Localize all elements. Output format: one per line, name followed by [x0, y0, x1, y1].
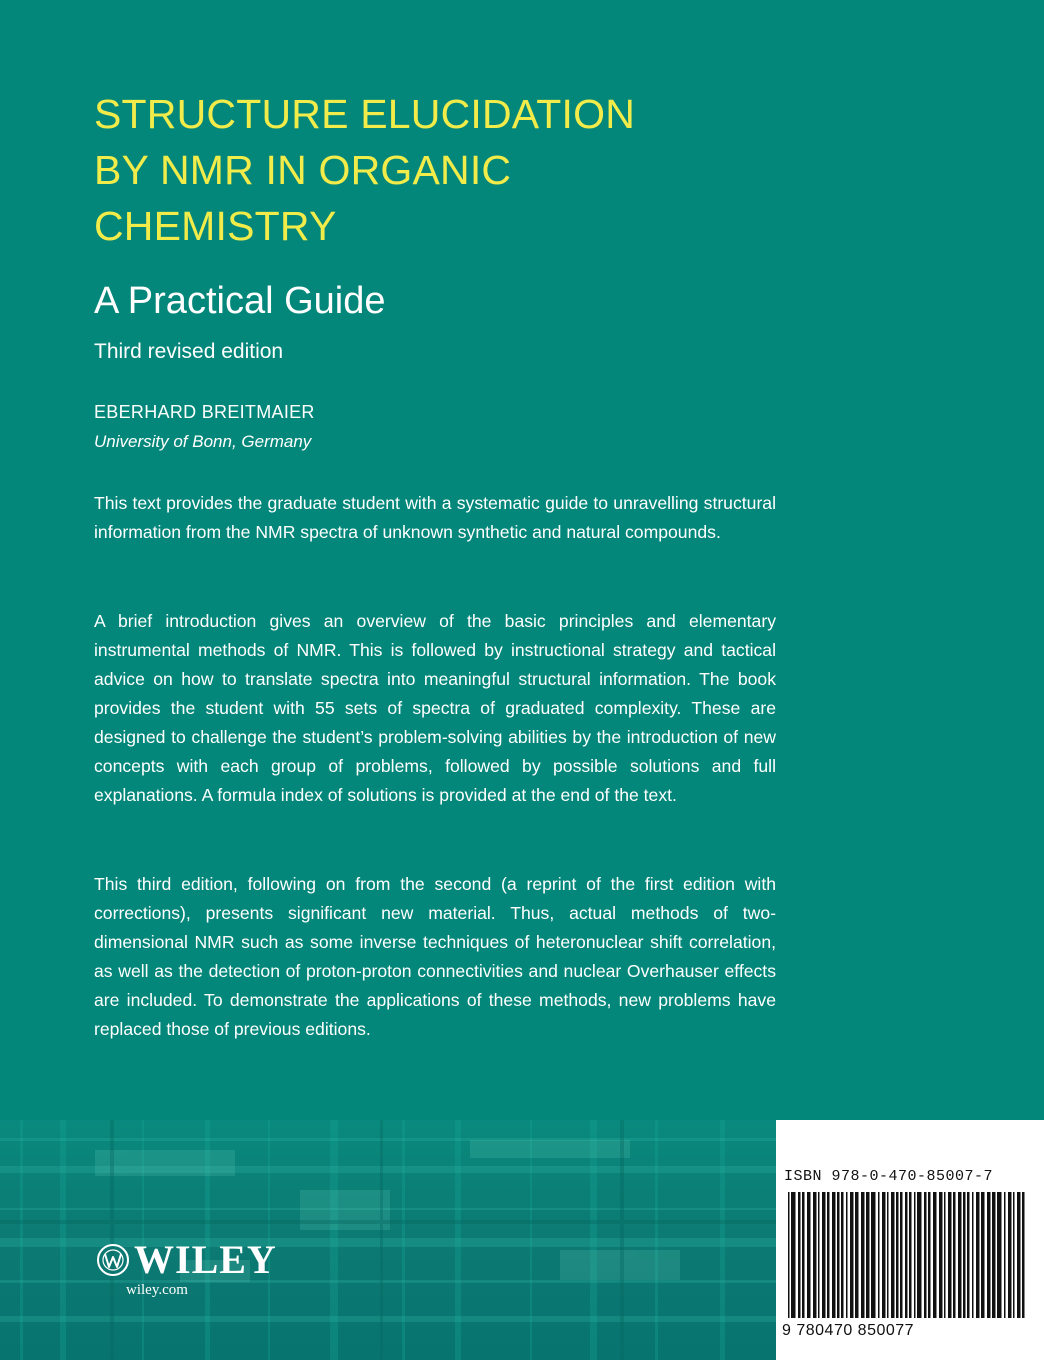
- description-paragraph: This text provides the graduate student with a systematic guide to unravelling structural information from the NMR spectra of unknown synthetic and natural compounds.: [94, 493, 776, 542]
- barcode-bar: [802, 1192, 805, 1318]
- barcode-bar: [827, 1192, 830, 1318]
- barcode-bar: [882, 1192, 886, 1318]
- publisher-logo: [96, 1237, 277, 1299]
- barcode-bar: [972, 1192, 974, 1318]
- barcode-bar: [987, 1192, 991, 1318]
- barcode-bar: [818, 1192, 820, 1318]
- barcode-bar: [933, 1192, 937, 1318]
- barcode-panel: [776, 1120, 1044, 1360]
- barcode-bar: [1017, 1192, 1021, 1318]
- barcode-bar: [909, 1192, 912, 1318]
- barcode-bar: [813, 1192, 817, 1318]
- barcode-bar: [944, 1192, 946, 1318]
- barcode-bar: [997, 1192, 1002, 1318]
- title-line: CHEMISTRY: [94, 203, 337, 249]
- barcode-bar: [967, 1192, 970, 1318]
- barcode-bar: [1004, 1192, 1006, 1318]
- barcode-bar: [1013, 1192, 1015, 1318]
- barcode-digits: 9 780470 850077: [782, 1322, 915, 1339]
- title-line: STRUCTURE ELUCIDATION: [94, 91, 636, 137]
- barcode-bar: [924, 1192, 927, 1318]
- barcode-bar: [928, 1192, 931, 1318]
- barcode-bar: [1008, 1192, 1012, 1318]
- barcode-bar: [953, 1192, 956, 1318]
- barcode-bar: [850, 1192, 854, 1318]
- barcode-bar: [822, 1192, 826, 1318]
- barcode-bar: [837, 1192, 840, 1318]
- barcode-bar: [891, 1192, 895, 1318]
- barcode-bar: [963, 1192, 966, 1318]
- barcode-bar: [788, 1192, 790, 1318]
- barcode-bar: [841, 1192, 844, 1318]
- barcode-bar: [878, 1192, 880, 1318]
- barcode-bar: [861, 1192, 865, 1318]
- book-subtitle: A Practical Guide: [94, 280, 386, 322]
- publisher-url[interactable]: wiley.com: [126, 1282, 188, 1298]
- author-affiliation: University of Bonn, Germany: [94, 432, 312, 451]
- book-title: [94, 86, 854, 254]
- barcode-bar: [900, 1192, 903, 1318]
- barcode-bar: [798, 1192, 801, 1318]
- barcode-bar: [871, 1192, 876, 1318]
- description-paragraph: A brief introduction gives an overview of the basic principles and elementary instrumental methods of NMR. This is followed by instructional strategy and tactical advice on how to translate spectra into meaningful structural information. The book provides the student with 55 sets of spectra of graduated complexity. These are designed to challenge the student’s problem-solving abilities by the introduction of new concepts with each group of problems, followed by possible solutions and full explanations. A formula index of solutions is provided at the end of the text.: [94, 611, 776, 805]
- barcode-bar: [832, 1192, 836, 1318]
- barcode-bar: [992, 1192, 996, 1318]
- description-paragraph: This third edition, following on from the second (a reprint of the first edition with corrections), presents significant new material. Thus, actual methods of two-dimensional NMR such as some inverse techniques of heteronuclear shift correlation, as well as the detection of proton-proton connectivities and nuclear Overhauser effects are included. To demonstrate the applications of these methods, new problems have replaced those of previous editions.: [94, 874, 776, 1039]
- barcode-bar: [887, 1192, 889, 1318]
- title-line: BY NMR IN ORGANIC: [94, 147, 512, 193]
- barcode-bar: [905, 1192, 908, 1318]
- barcode-bar: [939, 1192, 943, 1318]
- barcode-bar: [958, 1192, 962, 1318]
- isbn-label: ISBN 978-0-470-85007-7: [784, 1168, 994, 1185]
- publisher-name: WILEY: [134, 1237, 277, 1282]
- barcode-bar: [855, 1192, 859, 1318]
- edition-label: Third revised edition: [94, 340, 284, 363]
- barcode-bar: [981, 1192, 985, 1318]
- barcode-bar: [846, 1192, 848, 1318]
- barcode-bar: [917, 1192, 922, 1318]
- barcode-bar: [1022, 1192, 1025, 1318]
- author-name: EBERHARD BREITMAIER: [94, 402, 315, 422]
- barcode-bar: [914, 1192, 916, 1318]
- barcode-bar: [791, 1192, 796, 1318]
- barcode-graphic: [788, 1192, 1032, 1322]
- barcode-bar: [866, 1192, 870, 1318]
- barcode-bar: [896, 1192, 899, 1318]
- barcode-bar: [948, 1192, 952, 1318]
- barcode-bar: [807, 1192, 811, 1318]
- barcode-bar: [976, 1192, 980, 1318]
- wiley-emblem-icon: [96, 1243, 130, 1277]
